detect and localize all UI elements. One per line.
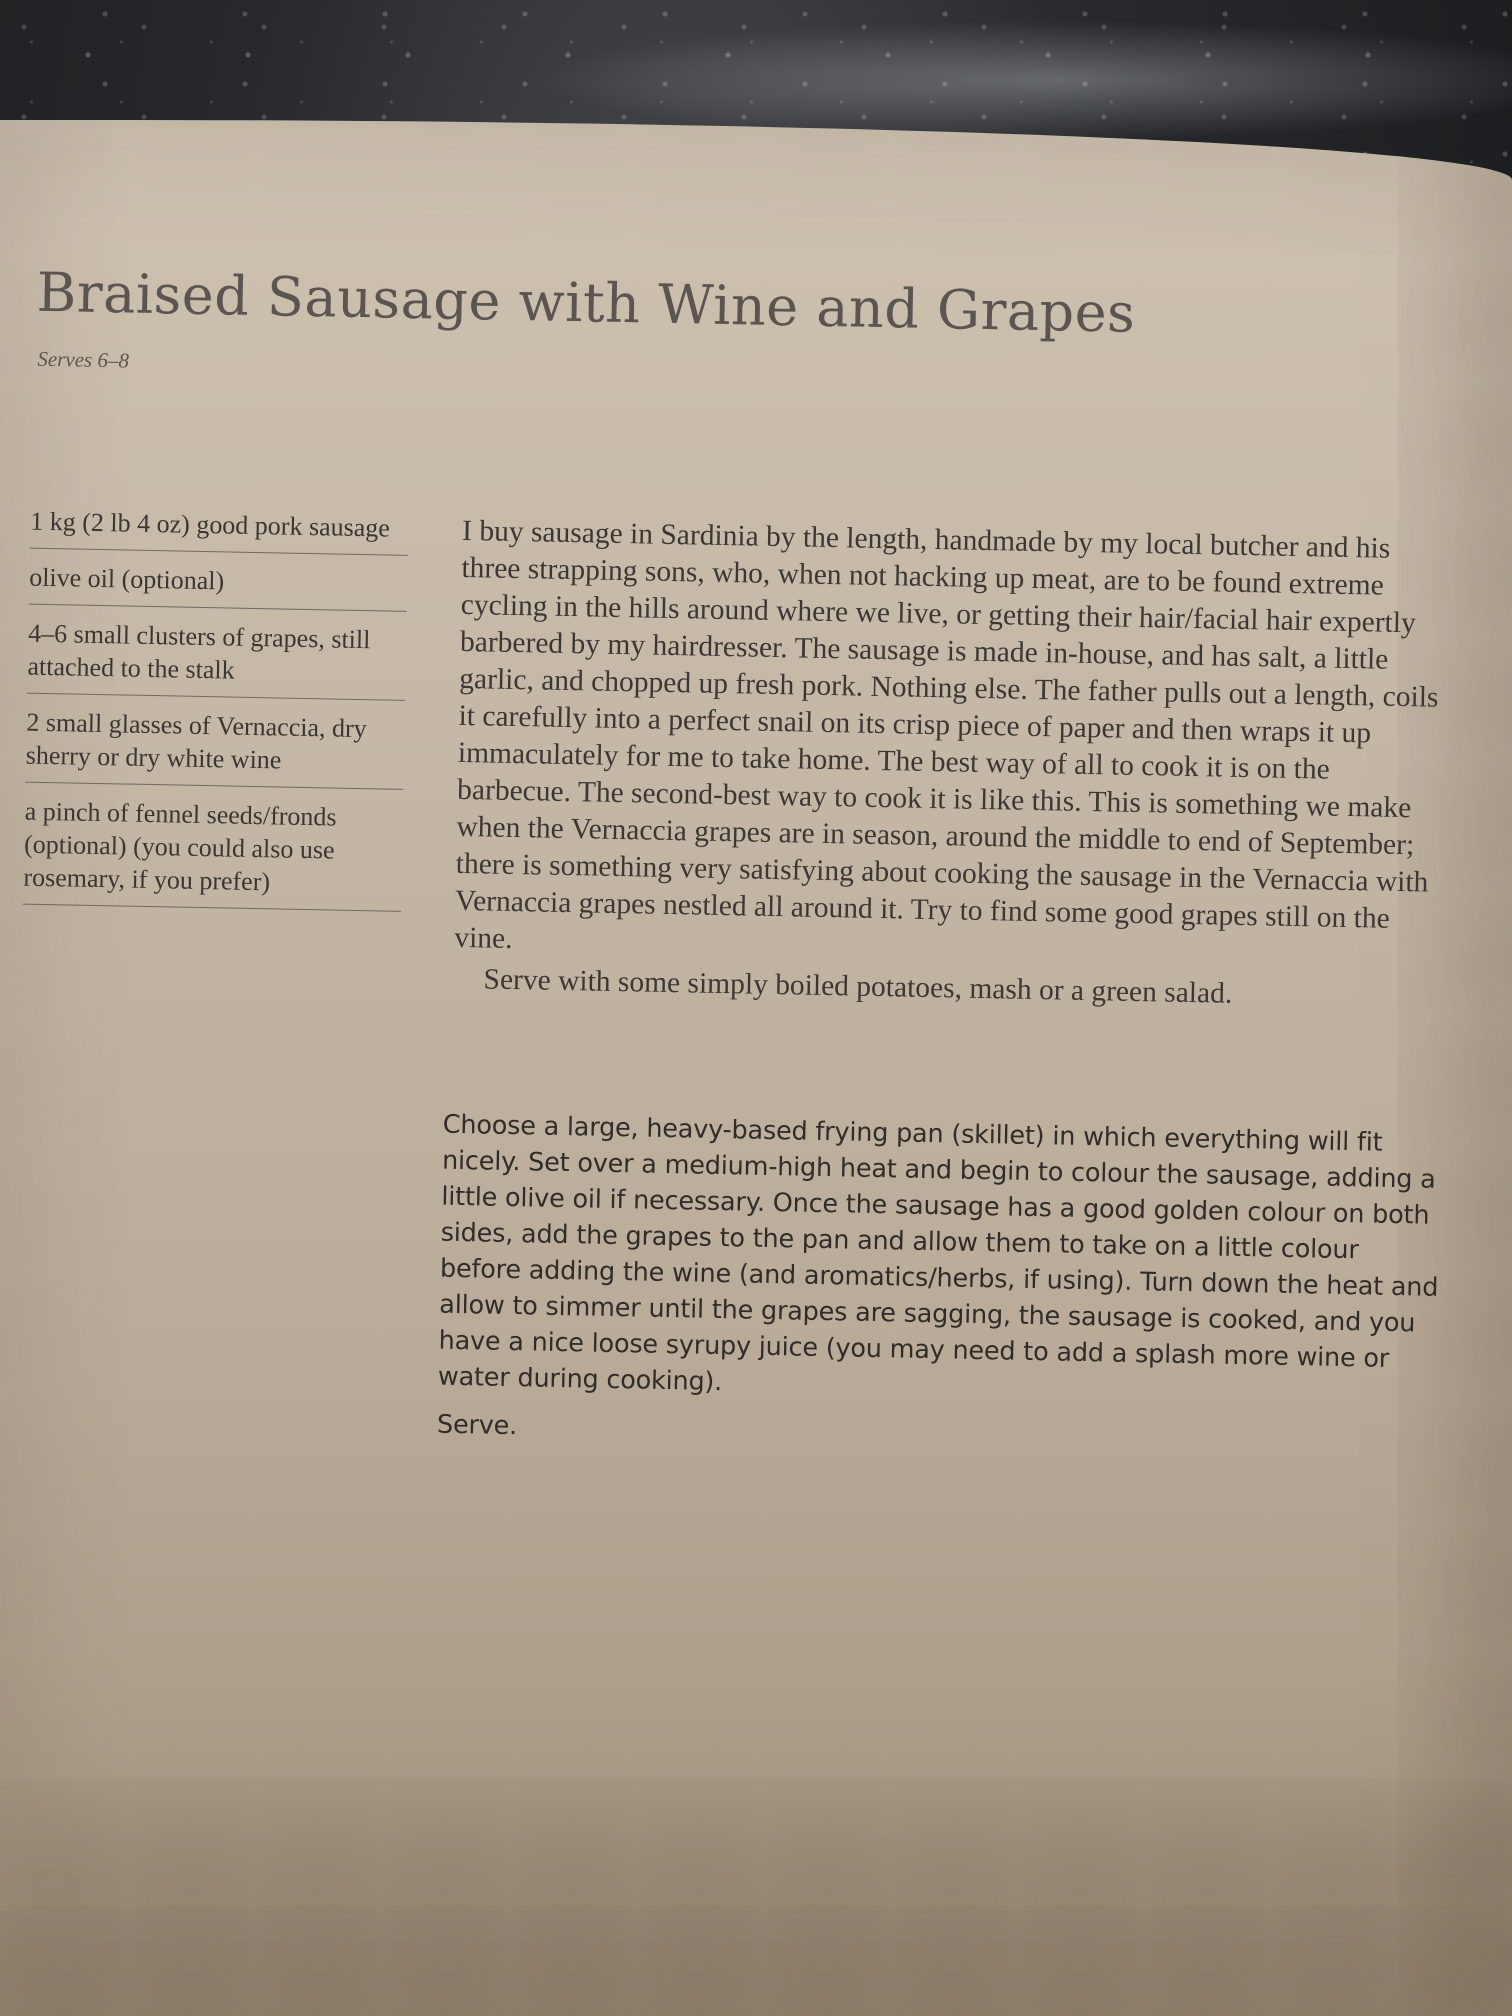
ingredient-item: olive oil (optional)	[29, 557, 408, 612]
recipe-title: Braised Sausage with Wine and Grapes	[36, 260, 1136, 345]
ingredient-item: a pinch of fennel seeds/fronds (optional) (you could also use rosemary, if you prefer)	[23, 791, 403, 912]
serves-note: Serves 6–8	[37, 346, 130, 373]
ingredient-item: 2 small glasses of Vernaccia, dry sherry or dry white wine	[25, 702, 404, 790]
ingredient-item: 1 kg (2 lb 4 oz) good pork sausage	[30, 501, 409, 556]
ingredient-item: 4–6 small clusters of grapes, still attached to the stalk	[27, 613, 406, 701]
page-content	[0, 120, 1512, 2016]
method-step: Serve.	[436, 1409, 518, 1442]
serving-suggestion: Serve with some simply boiled potatoes, mash or a green salad.	[483, 963, 1233, 1010]
recipe-method	[436, 1107, 1442, 1474]
intro-paragraph: I buy sausage in Sardinia by the length, handmade by my local butcher and his three strapping sons, who, when not hacking up meat, are to be found extreme cycling in the hills around where we live, or getting their hair/facial hair expertly barbered by my hairdresser. The sausage is made in-house, and has salt, a little garlic, and chopped up fresh pork. Nothing else. The father pulls out a length, coils it carefully into a perfect snail on its crisp piece of paper and then wraps it up immaculately for me to take home. The best way of all to cook it is on the barbecue. The second-best way to cook it is like this. This is something we make when the Vernaccia grapes are in season, around the middle to end of September; there is something very satisfying about cooking the sausage in the Vernaccia with Vernaccia grapes nestled all around it. Try to find some good grapes still on the vine.	[454, 514, 1439, 955]
ingredient-list	[23, 501, 409, 920]
book-page	[0, 120, 1512, 2016]
method-step: Choose a large, heavy-based frying pan (skillet) in which everything will fit nicely. Set over a medium-high heat and begin to colour the sausage, adding a little olive oil if necessary. Once the sausage has a good golden colour on both sides, add the grapes to the pan and allow them to take on a little colour before adding the wine (and aromatics/herbs, if using). Turn down the heat and allow to simmer until the grapes are sagging, the sausage is cooked, and you have a nice loose syrupy juice (you may need to add a splash more wine or water during cooking).	[437, 1109, 1439, 1398]
recipe-introduction	[453, 513, 1452, 1017]
